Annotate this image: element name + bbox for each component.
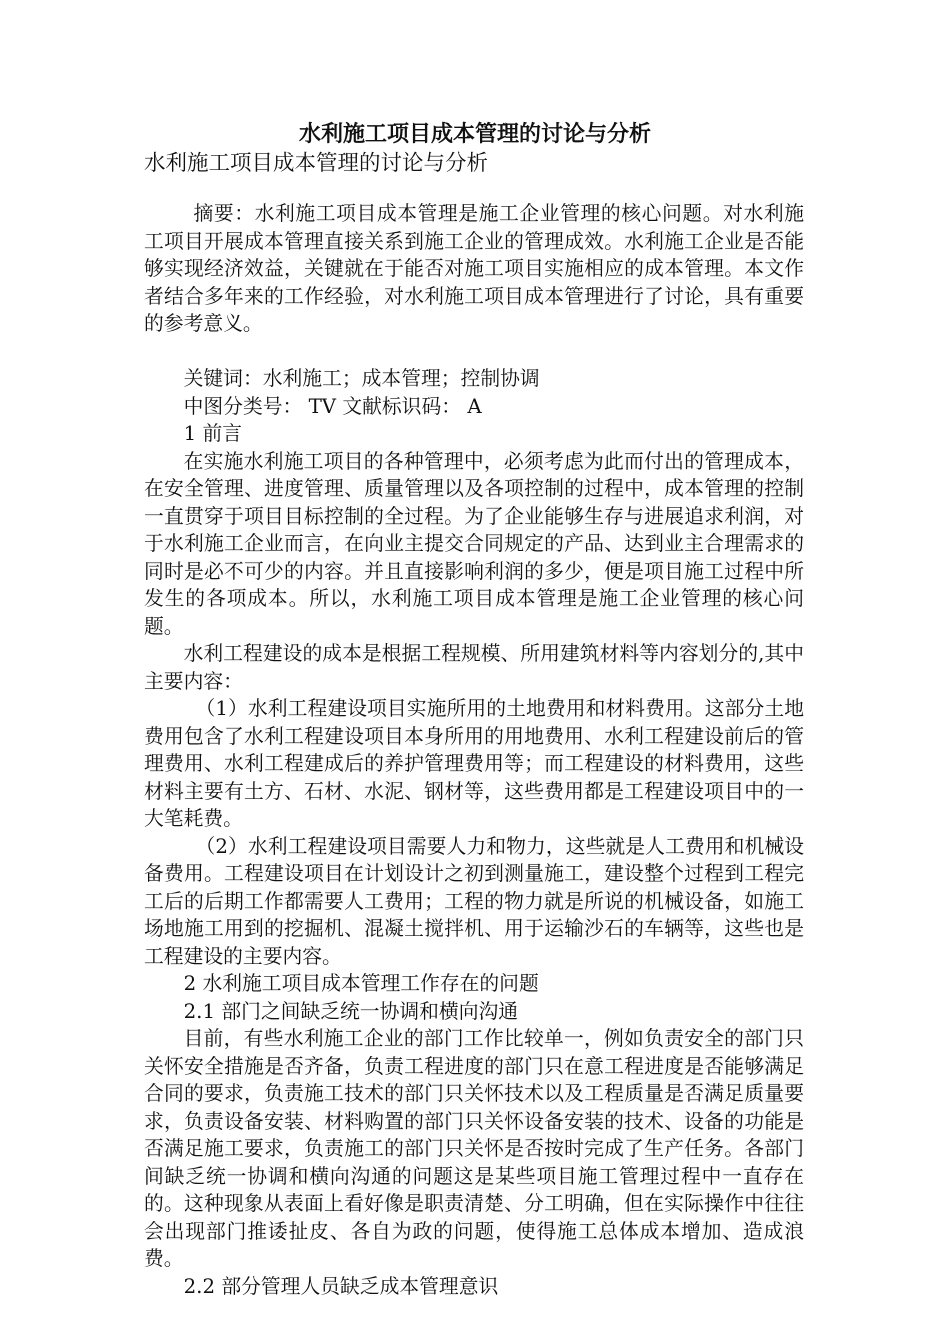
- list-item: （2）水利工程建设项目需要人力和物力，这些就是人工费用和机械设备费用。工程建设项目在计划设计之初到测量施工，建设整个过程到工程完工后的后期工作都需要人工费用；工程的物力就是所说的机械设备，如施工场地施工用到的挖掘机、混凝土搅拌机、用于运输沙石的车辆等，这些也是工程建设的主要内容。: [144, 834, 804, 968]
- document-subtitle: 水利施工项目成本管理的讨论与分析: [144, 151, 489, 176]
- section-heading: 1 前言: [183, 422, 243, 445]
- keywords-line: 关键词：水利施工；成本管理；控制协调: [183, 367, 540, 390]
- spacer: [144, 338, 804, 366]
- body-paragraph: 目前，有些水利施工企业的部门工作比较单一，例如负责安全的部门只关怀安全措施是否齐备，负责工程进度的部门只在意工程进度是否能够满足合同的要求，负责施工技术的部门只关怀技术以及工程质量是否满足质量要求，负责设备安装、材料购置的部门只关怀设备安装的技术、设备的功能是否满足施工要求，负责施工的部门只关怀是否按时完成了生产任务。各部门间缺乏统一协调和横向沟通的问题这是某些项目施工管理过程中一直存在的。这种现象从表面上看好像是职责清楚、分工明确，但在实际操作中往往会出现部门推诿扯皮、各自为政的问题，使得施工总体成本增加、造成浪费。: [144, 1027, 804, 1270]
- list-item: （1）水利工程建设项目实施所用的土地费用和材料费用。这部分土地费用包含了水利工程建设项目本身所用的用地费用、水利工程建设前后的管理费用、水利工程建成后的养护管理费用等；而工程建设的材料费用，这些材料主要有土方、石材、水泥、钢材等，这些费用都是工程建设项目中的一大笔耗费。: [144, 697, 804, 830]
- abstract-paragraph: 摘要：水利施工项目成本管理是施工企业管理的核心问题。对水利施工项目开展成本管理直接关系到施工企业的管理成效。水利施工企业是否能够实现经济效益，关键就在于能否对施工项目实施相应的成本管理。本文作者结合多年来的工作经验，对水利施工项目成本管理进行了讨论，具有重要的参考意义。: [144, 202, 804, 335]
- body-paragraph: 在实施水利施工项目的各种管理中，必须考虑为此而付出的管理成本，在安全管理、进度管理、质量管理以及各项控制的过程中，成本管理的控制一直贯穿于项目目标控制的全过程。为了企业能够生存与进展追求利润，对于水利施工企业而言，在向业主提交合同规定的产品、达到业主合理需求的同时是必不可少的内容。并且直接影响利润的多少，便是项目施工过程中所发生的各项成本。所以，水利施工项目成本管理是施工企业管理的核心问题。: [144, 449, 804, 638]
- subsection-heading: 2.2 部分管理人员缺乏成本管理意识: [183, 1274, 499, 1298]
- document-title: 水利施工项目成本管理的讨论与分析: [298, 122, 651, 147]
- subsection-heading: 2.1 部门之间缺乏统一协调和横向沟通: [183, 999, 519, 1023]
- body-paragraph: 水利工程建设的成本是根据工程规模、所用建筑材料等内容划分的,其中主要内容：: [144, 642, 804, 693]
- document-body: [144, 200, 804, 1300]
- classification-line: 中图分类号： TV 文献标识码： A: [183, 394, 482, 418]
- section-heading: 2 水利施工项目成本管理工作存在的问题: [183, 972, 539, 995]
